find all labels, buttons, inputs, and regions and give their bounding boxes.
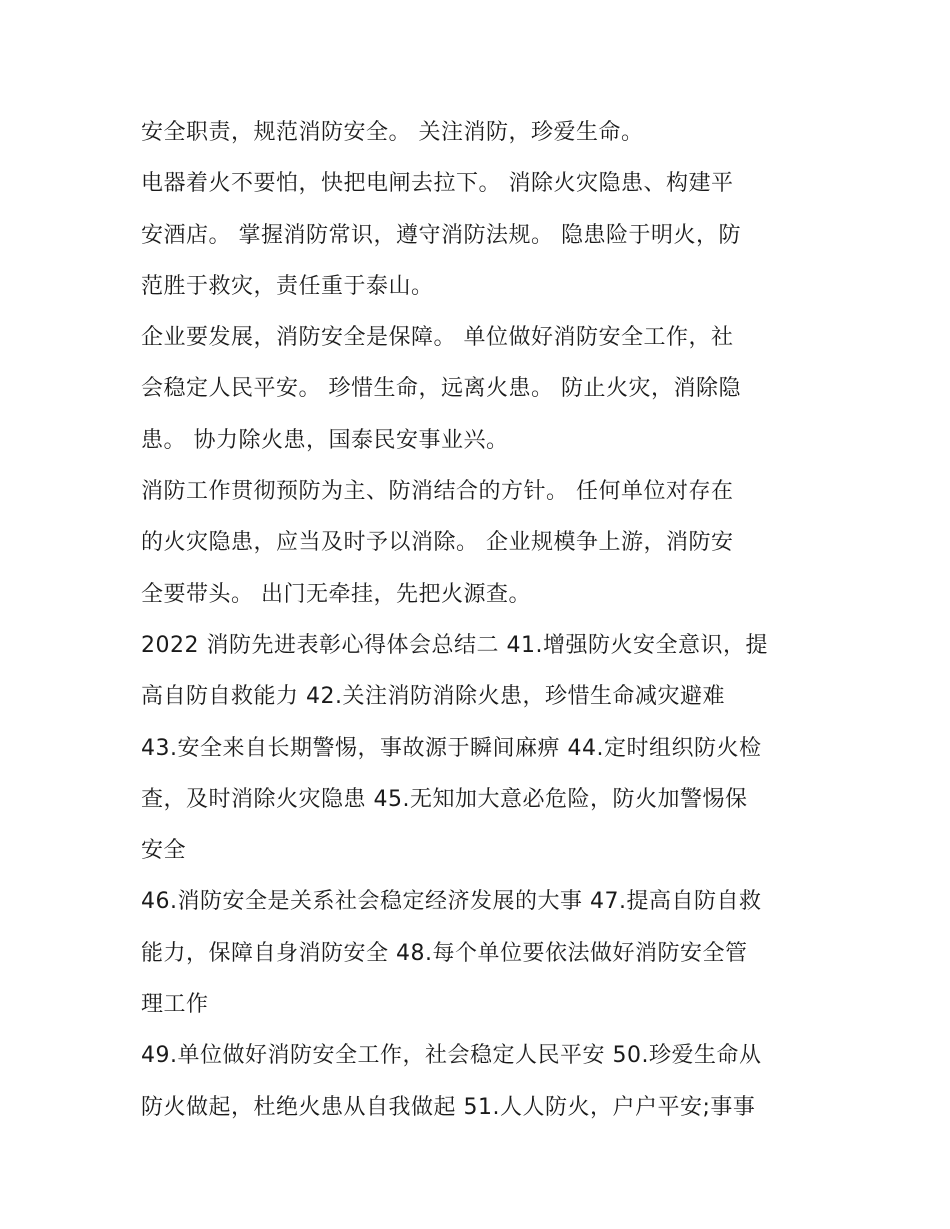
text-line: 查，及时消除火灾隐患 45.无知加大意必危险，防火加警惕保 <box>141 786 748 812</box>
text-line: 电器着火不要怕，快把电闸去拉下。 消除火灾隐患、构建平 <box>141 171 734 197</box>
text-line: 46.消防安全是关系社会稳定经济发展的大事 47.提高自防自救 <box>141 889 762 915</box>
text-line: 全要带头。 出门无牵挂，先把火源查。 <box>141 581 531 607</box>
text-line: 能力，保障自身消防安全 48.每个单位要依法做好消防安全管 <box>141 940 748 966</box>
paragraph-1 <box>141 107 821 158</box>
text-line: 安全职责，规范消防安全。 关注消防，珍爱生命。 <box>141 120 644 145</box>
text-line: 会稳定人民平安。 珍惜生命，远离火患。 防止火灾，消除隐 <box>141 376 741 402</box>
text-line: 49.单位做好消防安全工作，社会稳定人民平安 50.珍爱生命从 <box>141 1043 762 1069</box>
text-line: 高自防自救能力 42.关注消防消除火患，珍惜生命减灾避难 <box>141 684 725 710</box>
text-line: 43.安全来自长期警惕，事故源于瞬间麻痹 44.定时组织防火检 <box>141 735 762 761</box>
text-line: 的火灾隐患，应当及时予以消除。 企业规模争上游，消防安 <box>141 530 734 556</box>
paragraph-2 <box>141 158 821 312</box>
text-line: 防火做起，杜绝火患从自我做起 51.人人防火，户户平安;事事 <box>141 1094 756 1120</box>
text-line: 安酒店。 掌握消防常识，遵守消防法规。 隐患险于明火，防 <box>141 222 741 248</box>
text-line: 2022 消防先进表彰心得体会总结二 41.增强防火安全意识，提 <box>141 632 768 658</box>
text-line: 范胜于救灾，责任重于泰山。 <box>141 273 434 299</box>
text-line: 消防工作贯彻预防为主、防消结合的方针。 任何单位对存在 <box>141 479 734 505</box>
text-line: 企业要发展，消防安全是保障。 单位做好消防安全工作，社 <box>141 325 734 351</box>
paragraph-4 <box>141 466 821 620</box>
paragraph-6 <box>141 876 821 1030</box>
text-line: 安全 <box>141 838 187 864</box>
paragraph-7 <box>141 1030 821 1133</box>
document-body <box>141 107 821 1133</box>
paragraph-5 <box>141 620 821 876</box>
text-line: 理工作 <box>141 992 209 1018</box>
text-line: 患。 协力除火患，国泰民安事业兴。 <box>141 427 509 453</box>
paragraph-3 <box>141 312 821 466</box>
